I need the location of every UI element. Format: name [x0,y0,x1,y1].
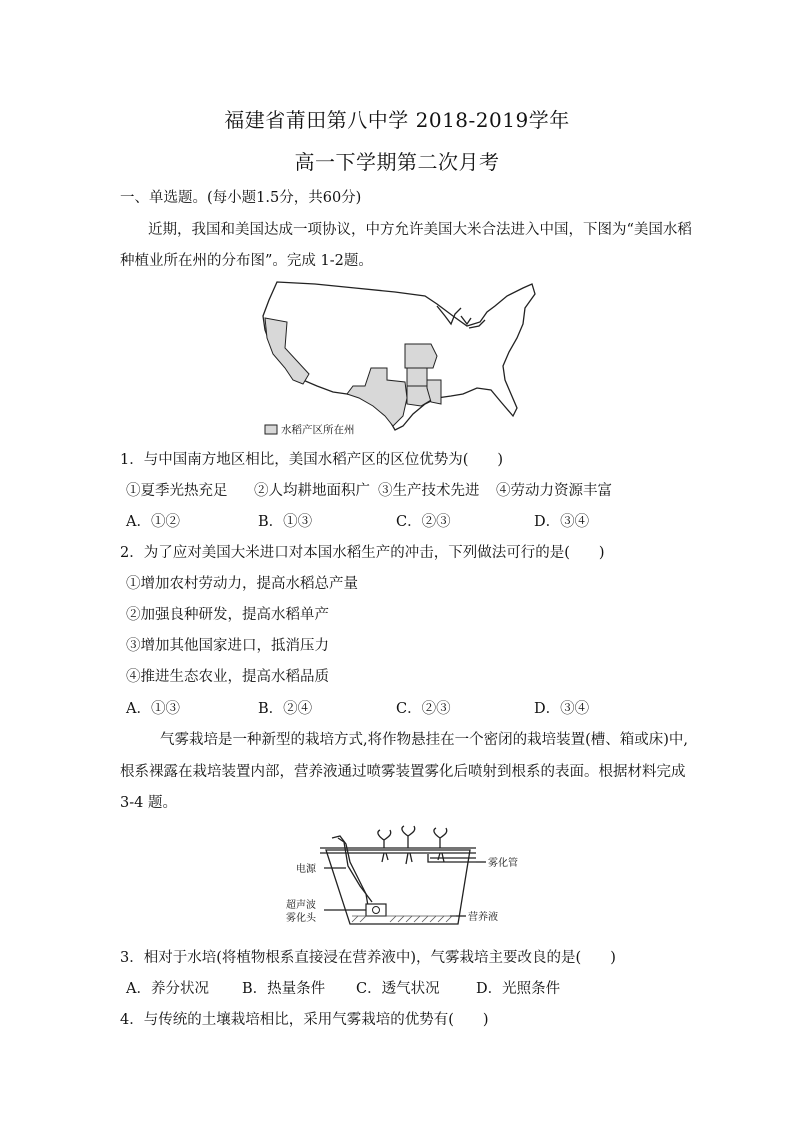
q2-option-a[interactable]: A．①③ [126,701,180,717]
q3-stem: 3．相对于水培(将植物根系直接浸在营养液中)，气雾栽培主要改良的是( ) [120,950,616,966]
legend-label: 水稻产区所在州 [281,424,355,436]
q2-option-d[interactable]: D．③④ [534,701,590,717]
passage2-line3: 3-4 题。 [120,795,177,811]
q1-option-a[interactable]: A．①② [126,514,180,530]
nutrient-solution [352,916,456,922]
us-rice-map [255,276,545,440]
q1-stem: 1．与中国南方地区相比，美国水稻产区的区位优势为( ) [120,452,504,468]
passage2-line2: 根系裸露在栽培装置内部，营养液通过喷雾装置雾化后喷射到根系的表面。根据材料完成 [120,764,686,780]
q1-item-1: ①夏季光热充足 [126,483,228,499]
ultrasonic-atomizer [366,904,386,916]
q1-item-2: ②人均耕地面积广 [254,483,370,499]
label-ultrasonic-2: 雾化头 [286,913,316,924]
missouri-state [405,344,437,368]
q1-option-b[interactable]: B．①③ [258,514,313,530]
label-nutrient: 营养液 [468,912,498,923]
q1-item-3: ③生产技术先进 [378,483,480,499]
q3-option-c[interactable]: C．透气状况 [356,981,440,997]
document-subtitle: 高一下学期第二次月考 [294,150,500,174]
label-ultrasonic-1: 超声波 [286,900,316,911]
q3-option-a[interactable]: A．养分状况 [126,981,209,997]
q2-item-2: ②加强良种研发，提高水稻单产 [126,607,329,623]
q2-stem: 2．为了应对美国大米进口对本国水稻生产的冲击，下列做法可行的是( ) [120,545,605,561]
plant-3 [434,828,447,848]
aeroponics-diagram [280,822,530,934]
q4-stem: 4．与传统的土壤栽培相比，采用气雾栽培的优势有( ) [120,1012,489,1028]
plant-1 [378,830,391,848]
texas-state [347,368,407,426]
q1-option-c[interactable]: C．②③ [396,514,451,530]
q1-item-4: ④劳动力资源丰富 [496,483,612,499]
label-mist-pipe: 雾化管 [488,858,518,869]
power-cable [332,836,368,906]
q3-option-b[interactable]: B．热量条件 [242,981,326,997]
arkansas-state [407,368,427,386]
q2-item-4: ④推进生态农业，提高水稻品质 [126,669,329,685]
q1-option-d[interactable]: D．③④ [534,514,590,530]
document-title: 福建省莆田第八中学 2018-2019学年 [224,108,570,132]
q3-option-d[interactable]: D．光照条件 [476,981,561,997]
plant-2 [402,826,415,848]
section-heading: 一、单选题。(每小题1.5分，共60分) [120,190,362,206]
q2-option-c[interactable]: C．②③ [396,701,451,717]
california-state [265,318,309,384]
q2-option-b[interactable]: B．②④ [258,701,313,717]
passage1-line1: 近期，我国和美国达成一项协议，中方允许美国大米合法进入中国，下图为“美国水稻 [148,222,692,238]
q2-item-3: ③增加其他国家进口，抵消压力 [126,638,329,654]
passage2-line1: 气雾栽培是一种新型的栽培方式,将作物悬挂在一个密闭的栽培装置(槽、箱或床)中, [160,732,689,748]
legend-swatch [265,425,277,434]
q2-item-1: ①增加农村劳动力，提高水稻总产量 [126,576,358,592]
passage1-line2: 种植业所在州的分布图”。完成 1-2题。 [120,253,373,269]
label-power: 电源 [296,864,316,875]
